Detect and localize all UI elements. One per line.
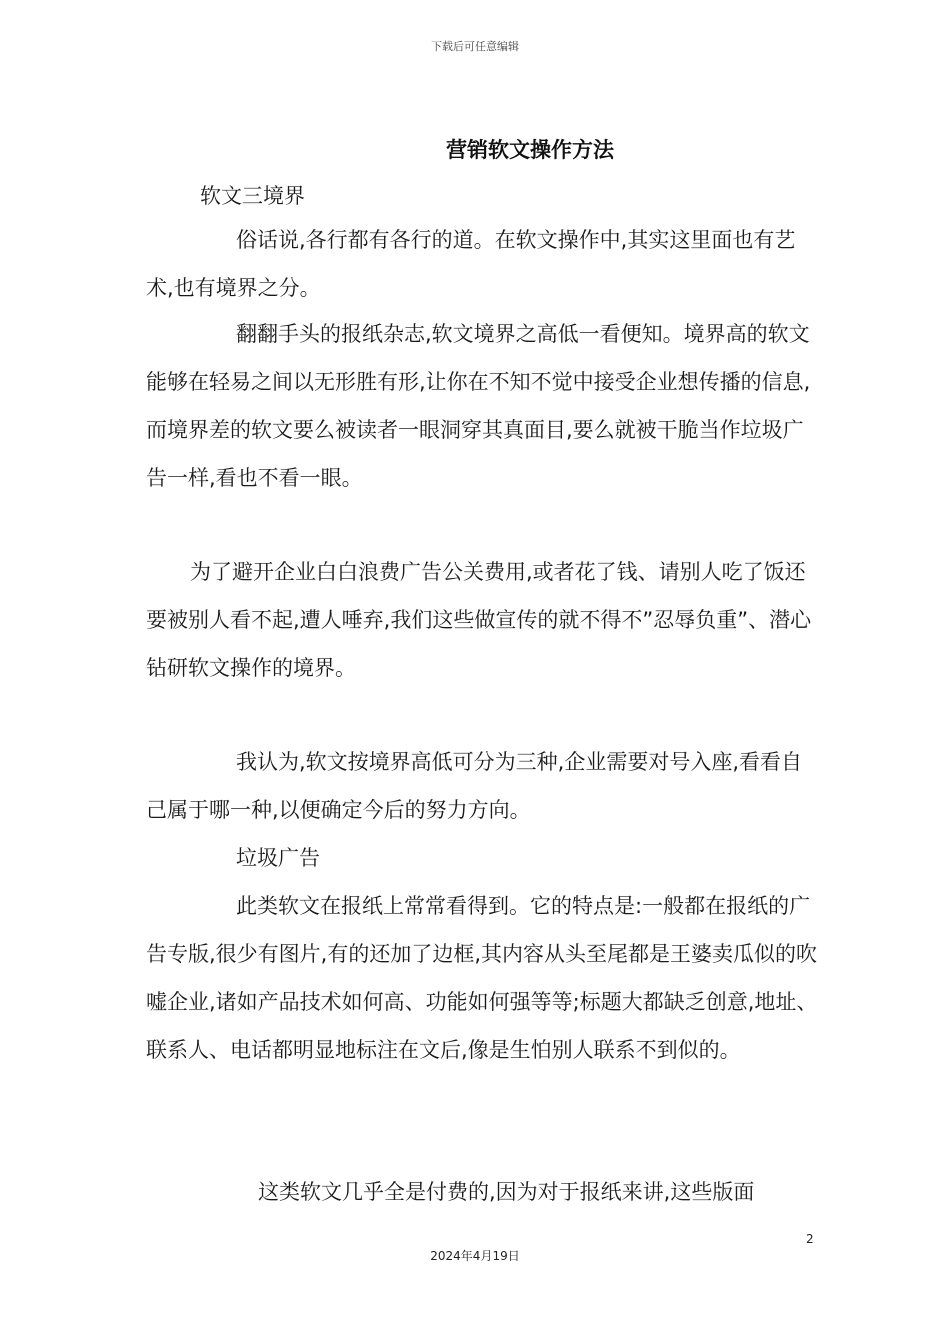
- paragraph: 俗话说,各行都有各行的道。在软文操作中,其实这里面也有艺术,也有境界之分。: [146, 228, 796, 300]
- page-number: 2: [806, 1232, 814, 1246]
- paragraph: 这类软文几乎全是付费的,因为对于报纸来讲,这些版面: [258, 1180, 755, 1204]
- paragraph: 翻翻手头的报纸杂志,软文境界之高低一看便知。境界高的软文能够在轻易之间以无形胜有形,让你在不知不觉中接受企业想传播的信息,而境界差的软文要么被读者一眼洞穿其真面目,要么就被干脆当作垃圾广告一样,看也不看一眼。: [146, 322, 811, 490]
- page-header-note: 下载后可任意编辑: [431, 40, 519, 53]
- footer-date: 2024年4月19日: [430, 1249, 520, 1263]
- paragraph-block-3: [146, 548, 818, 692]
- paragraph: 此类软文在报纸上常常看得到。它的特点是:一般都在报纸的广告专版,很少有图片,有的还加了边框,其内容从头至尾都是王婆卖瓜似的吹嘘企业,诸如产品技术如何高、功能如何强等等;标题大都缺乏创意,地址、联系人、电话都明显地标注在文后,像是生怕别人联系不到似的。: [146, 894, 818, 1062]
- paragraph-block-4: [146, 738, 818, 834]
- document-title: 营销软文操作方法: [446, 138, 614, 162]
- paragraph-block-2: [146, 310, 818, 502]
- paragraph: 我认为,软文按境界高低可分为三种,企业需要对号入座,看看自己属于哪一种,以便确定今后的努力方向。: [146, 750, 803, 822]
- document-body: [146, 172, 818, 220]
- section-heading-three-realms: 软文三境界: [200, 184, 305, 208]
- paragraph-block-7: [146, 1168, 818, 1216]
- paragraph-block-1: [146, 216, 818, 312]
- paragraph: 为了避开企业白白浪费广告公关费用,或者花了钱、请别人吃了饭还要被别人看不起,遭人唾弃,我们这些做宣传的就不得不”忍辱负重”、潜心钻研软文操作的境界。: [146, 560, 812, 680]
- paragraph-block-5: [146, 834, 818, 882]
- section-heading-junk-ads: 垃圾广告: [236, 846, 320, 870]
- paragraph-block-6: [146, 882, 818, 1074]
